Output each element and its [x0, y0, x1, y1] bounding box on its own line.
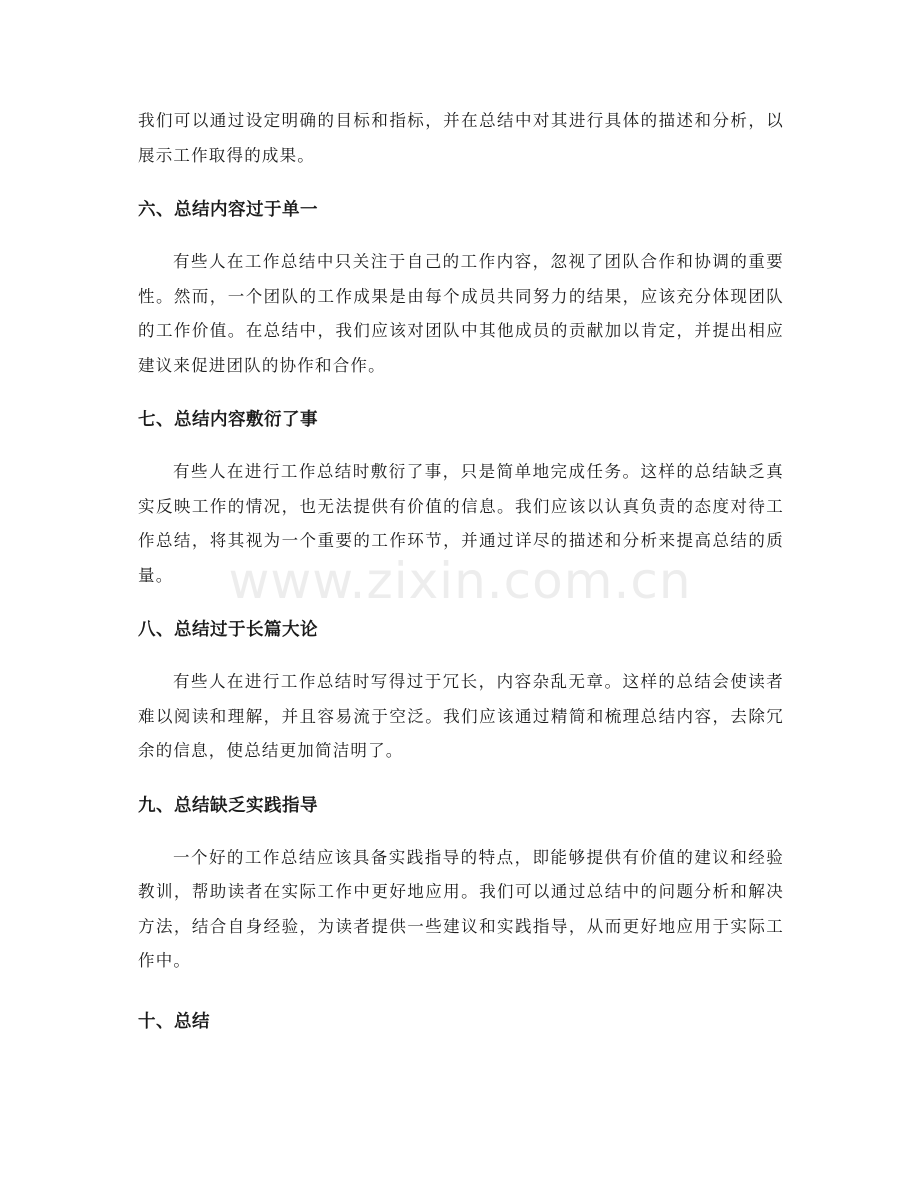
- section-paragraph-8: 有些人在进行工作总结时写得过于冗长，内容杂乱无章。这样的总结会使读者难以阅读和理解，并且容易流于空泛。我们应该通过精简和梳理总结内容，去除冗余的信息，使总结更加简洁明了。: [138, 672, 784, 760]
- section-paragraph-6: 有些人在工作总结中只关注于自己的工作内容，忽视了团队合作和协调的重要性。然而，一个团队的工作成果是由每个成员共同努力的结果，应该充分体现团队的工作价值。在总结中，我们应该对团队中其他成员的贡献加以肯定，并提出相应建议来促进团队的协作和合作。: [138, 252, 784, 375]
- section-heading-6: 六、总结内容过于单一: [138, 200, 318, 220]
- document-body: [138, 104, 784, 1039]
- section-heading-10: 十、总结: [138, 1011, 210, 1032]
- section-heading-9: 九、总结缺乏实践指导: [138, 795, 318, 816]
- section-heading-7: 七、总结内容敷衍了事: [138, 410, 318, 430]
- paragraph-continuation: 我们可以通过设定明确的目标和指标，并在总结中对其进行具体的描述和分析，以展示工作取得的成果。: [138, 111, 784, 165]
- section-paragraph-9: 一个好的工作总结应该具备实践指导的特点，即能够提供有价值的建议和经验教训，帮助读者在实际工作中更好地应用。我们可以通过总结中的问题分析和解决方法，结合自身经验，为读者提供一些建议和实践指导，从而更好地应用于实际工作中。: [138, 847, 784, 970]
- watermark-text: www.zixin.com.cn: [228, 552, 692, 610]
- section-heading-8: 八、总结过于长篇大论: [138, 620, 318, 640]
- section-paragraph-7: 有些人在进行工作总结时敷衍了事，只是简单地完成任务。这样的总结缺乏真实反映工作的情况，也无法提供有价值的信息。我们应该以认真负责的态度对待工作总结，将其视为一个重要的工作环节，并通过详尽的描述和分析来提高总结的质量。: [138, 462, 784, 585]
